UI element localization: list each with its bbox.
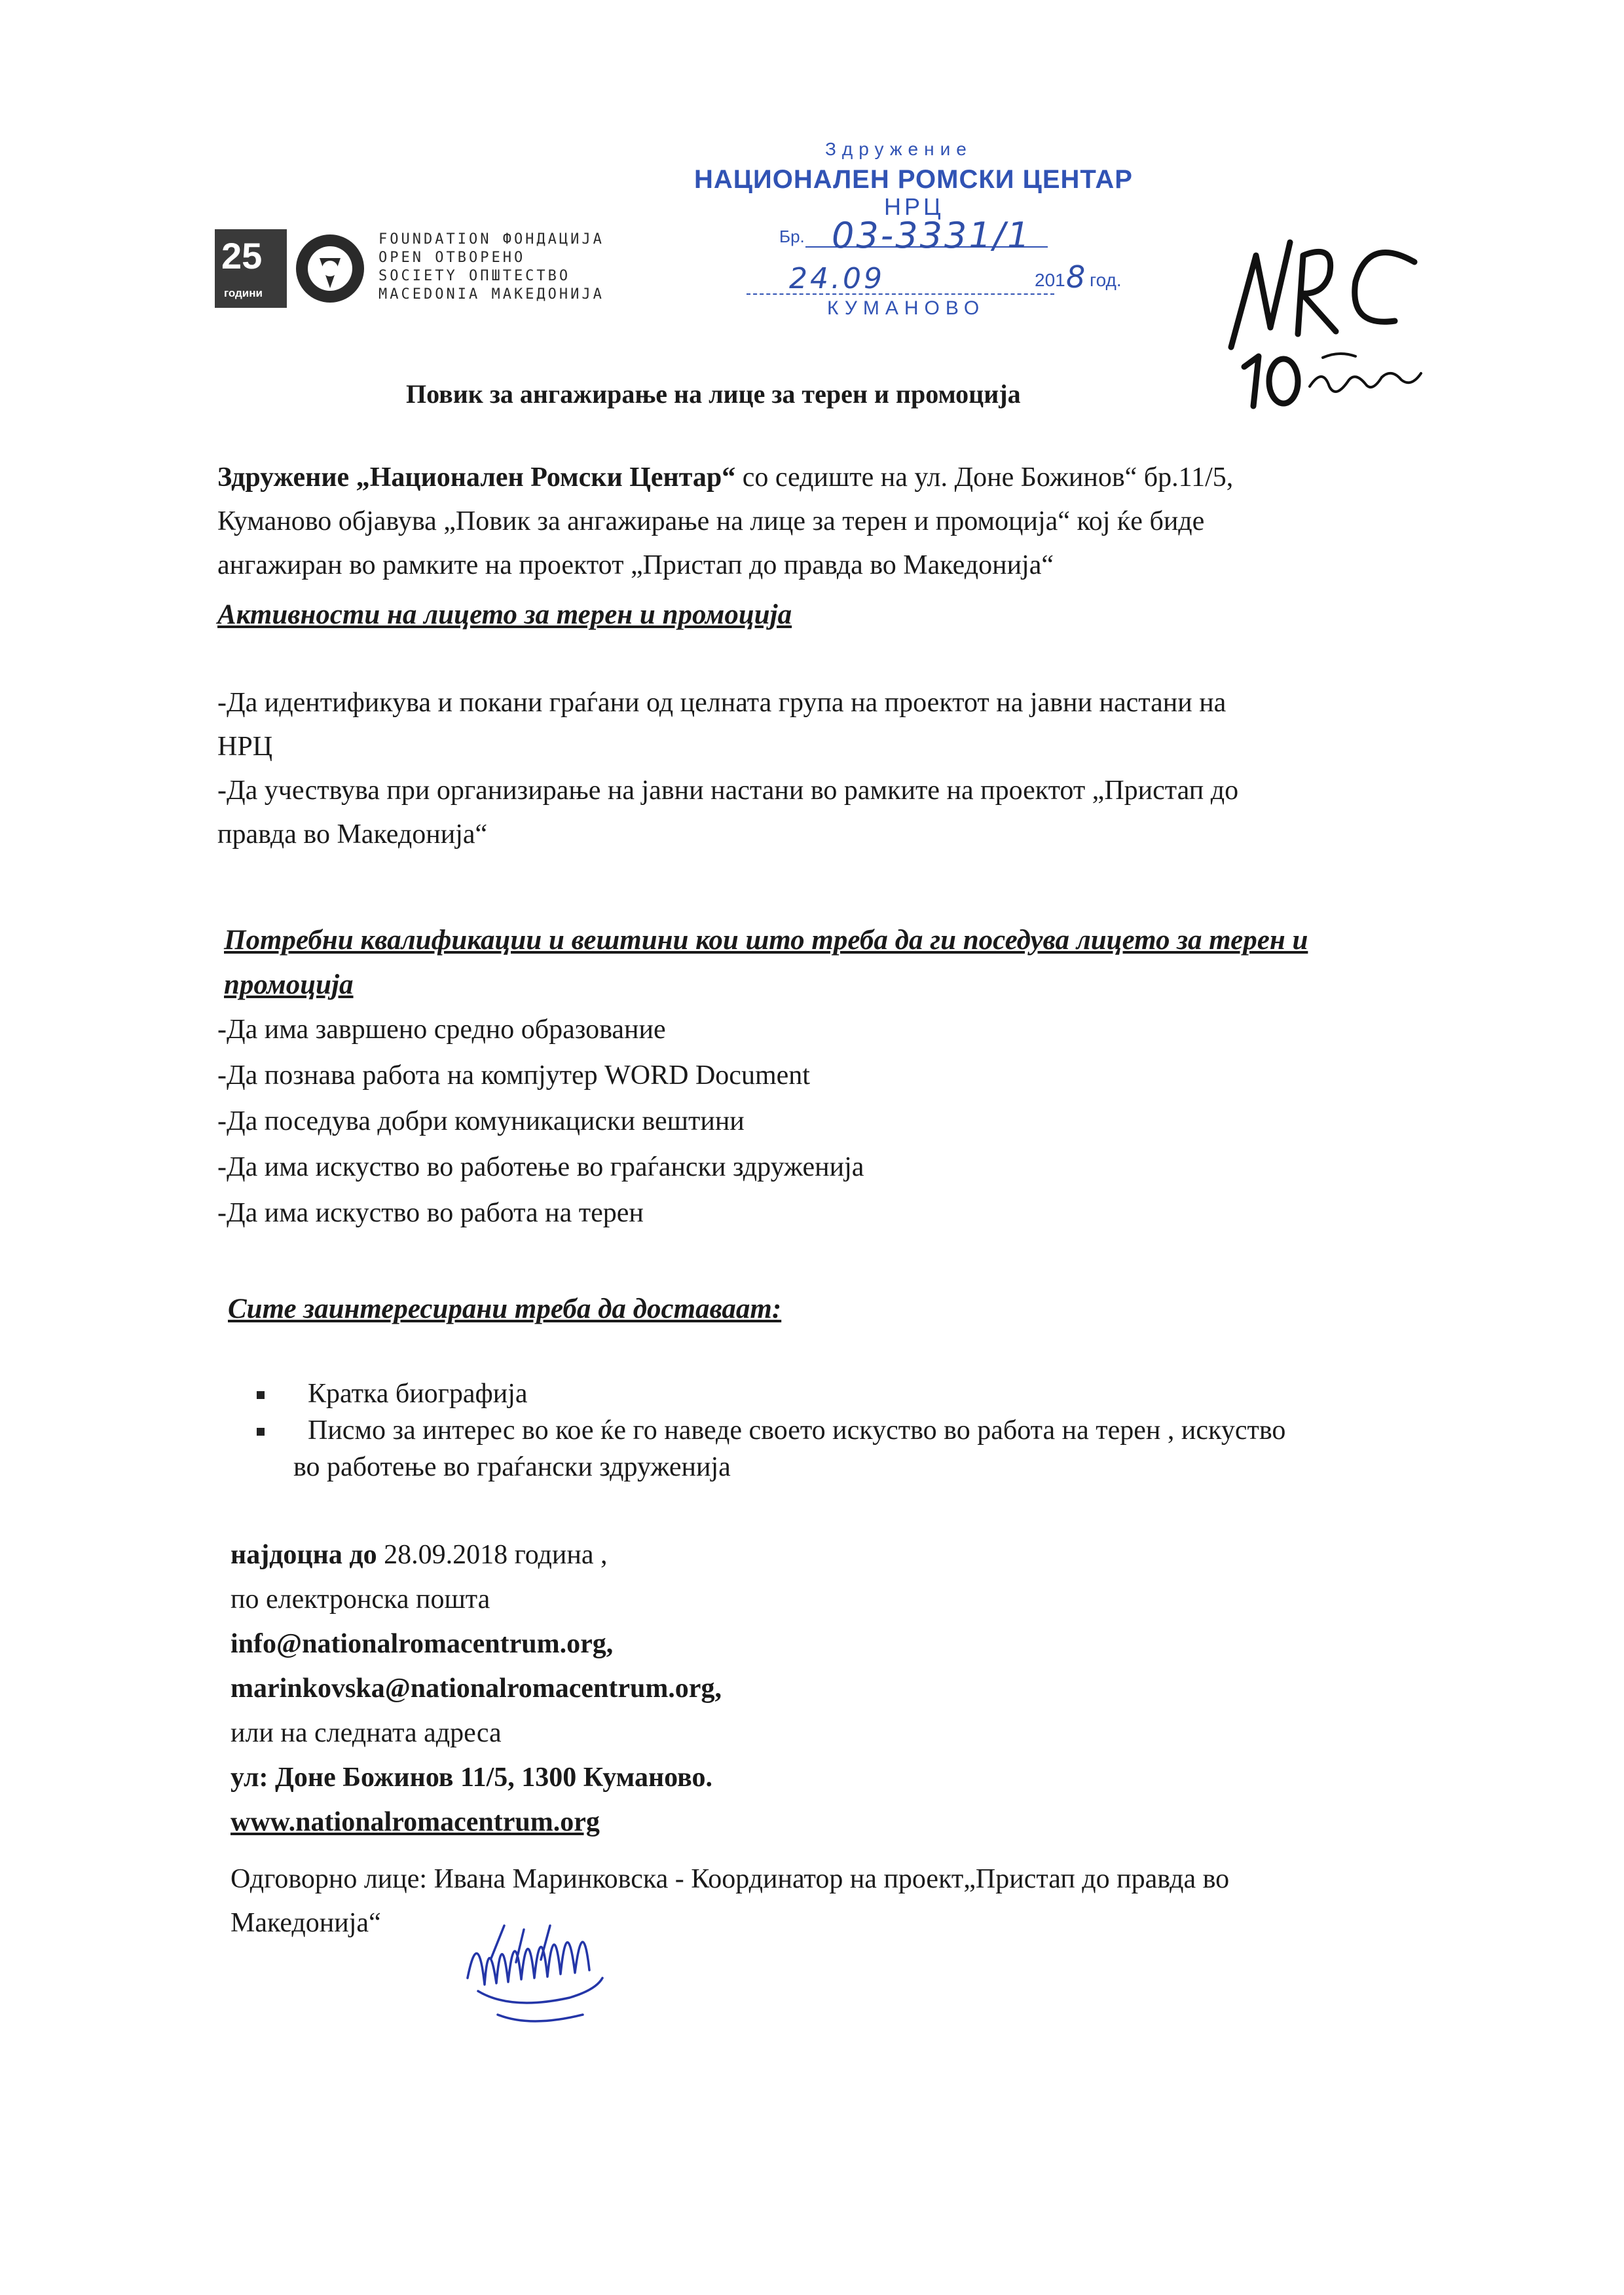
intro-line <box>217 456 1233 500</box>
activity-line: правда во Македонија“ <box>217 819 488 849</box>
osf-text-line: SOCIETY ОПШТЕСТВО <box>378 268 571 284</box>
stamp-abbreviation: НРЦ <box>884 193 944 220</box>
badge-number: 25 <box>221 235 263 276</box>
qualifications-heading-line: Потребни квалификации и вештини кои што треба да ги поседува лицето за терен и <box>224 925 1308 956</box>
qualifications-list <box>217 1007 864 1236</box>
qualification-item: -Да познава работа на компјутер WORD Document <box>217 1060 810 1091</box>
activities-heading: Активности на лицето за терен и промоција <box>217 599 792 630</box>
qualification-item: -Да има искуство во работа на терен <box>217 1198 644 1228</box>
stamp-word: Здружение <box>825 139 972 159</box>
deadline-label: најдоцна до <box>231 1540 377 1570</box>
stamp-number-label: Бр. <box>779 227 805 246</box>
email-link-marinkovska[interactable]: marinkovska@nationalromacentrum.org, <box>231 1673 722 1704</box>
activities-list <box>217 681 1238 857</box>
intro-line: ангажиран во рамките на проектот „Пристап до правда во Македонија“ <box>217 550 1054 580</box>
submission-item-text: Кратка биографија <box>308 1379 528 1409</box>
email-link-info[interactable]: info@nationalromacentrum.org, <box>231 1629 614 1659</box>
submission-item <box>249 1375 1285 1412</box>
qualifications-heading <box>224 918 1308 1007</box>
responsible-line: Одговорно лице: Ивана Маринковска - Координатор на проект„Пристап до правда во <box>231 1864 1230 1894</box>
stamp-date: 24.09 <box>789 262 885 295</box>
intro-line-rest: со седиште на ул. Доне Божинов“ бр.11/5, <box>735 462 1234 493</box>
activity-line: -Да идентификува и покани граѓани од целната група на проектот на јавни настани на <box>217 688 1227 718</box>
deadline-contact-block <box>231 1533 722 1844</box>
submission-list <box>249 1375 1285 1485</box>
nrc-10-years-logo <box>1225 216 1434 413</box>
osf-text-line: MACEDONIA МАКЕДОНИЈА <box>378 286 604 303</box>
stamp-number: 03-3331/1 <box>832 215 1032 256</box>
stamp-city: КУМАНОВО <box>827 297 986 319</box>
qualifications-heading-line: промоција <box>224 969 354 1000</box>
handwritten-signature <box>458 1899 616 2030</box>
osf-text-line: FOUNDATION ФОНДАЦИЈА <box>378 231 604 248</box>
submission-item-text-cont: во работење во граѓански здруженија <box>293 1452 731 1482</box>
osf-text-line: OPEN ОТВОРЕНО <box>378 250 526 266</box>
deadline-line <box>231 1533 722 1577</box>
responsible-line: Македонија“ <box>231 1908 381 1938</box>
responsible-person <box>231 1857 1229 1945</box>
badge-label: години <box>224 287 263 299</box>
deadline-date: 28.09.2018 година , <box>377 1540 608 1570</box>
stamp-organization-name: НАЦИОНАЛЕН РОМСКИ ЦЕНТАР <box>694 165 1133 194</box>
stamp-year-prefix: 201 <box>1035 270 1065 290</box>
bullet-icon <box>257 1391 265 1399</box>
document-title: Повик за ангажирање на лице за терен и промоција <box>406 379 1021 409</box>
address-intro: или на следната адреса <box>231 1718 502 1748</box>
qualification-item: -Да има завршено средно образование <box>217 1015 666 1045</box>
stamp-year-digit: 8 <box>1066 259 1086 295</box>
osf-text-block <box>378 231 654 304</box>
osf-emblem-icon <box>293 232 367 305</box>
submission-heading: Сите заинтересирани треба да доставаат: <box>228 1294 782 1324</box>
stamp-year-suffix: год. <box>1090 270 1122 290</box>
stamp-date-line <box>747 293 1054 295</box>
submission-item <box>249 1412 1285 1485</box>
organization-name: Здружение „Национален Ромски Центар“ <box>217 462 736 493</box>
website-link[interactable]: www.nationalromacentrum.org <box>231 1807 600 1837</box>
intro-paragraph <box>217 456 1233 588</box>
osf-logo <box>215 229 654 308</box>
activity-line: НРЦ <box>217 732 273 762</box>
registration-stamp <box>681 131 1139 321</box>
qualification-item: -Да има искуство во работење во граѓански здруженија <box>217 1152 864 1182</box>
osf-anniversary-badge <box>215 229 287 308</box>
activity-line: -Да учествува при организирање на јавни настани во рамките на проектот „Пристап до <box>217 775 1239 806</box>
qualification-item: -Да поседува добри комуникациски вештини <box>217 1106 745 1136</box>
email-intro: по електронска пошта <box>231 1584 490 1614</box>
postal-address: ул: Доне Божинов 11/5, 1300 Куманово. <box>231 1763 713 1793</box>
bullet-icon <box>257 1428 265 1436</box>
submission-item-text: Писмо за интерес во кое ќе го наведе своето искуство во работа на терен , искуство <box>308 1415 1286 1446</box>
intro-line: Куманово објавува „Повик за ангажирање на лице за терен и промоција“ кој ќе биде <box>217 506 1205 536</box>
